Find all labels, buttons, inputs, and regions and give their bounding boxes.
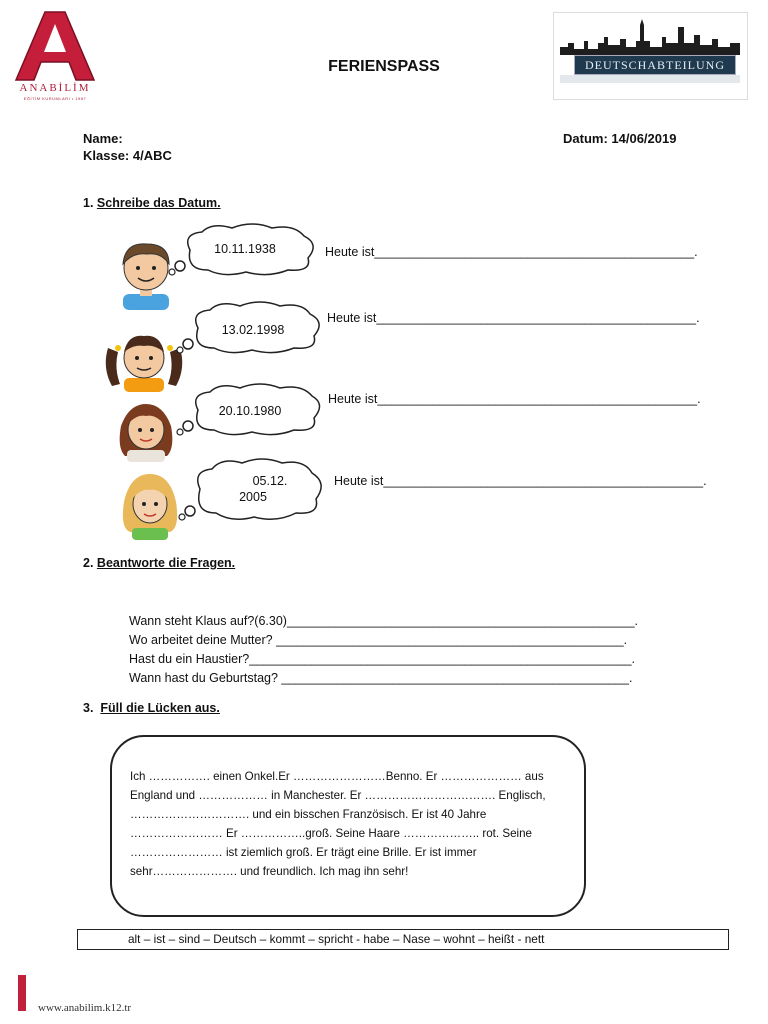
section1-heading xyxy=(83,196,221,210)
answer-line-3[interactable]: Heute ist______________________________________________. xyxy=(328,392,701,406)
answer-line-4[interactable]: Heute ist______________________________________________. xyxy=(334,474,707,488)
answer-line-1[interactable]: Heute ist______________________________________________. xyxy=(325,245,698,259)
deutschabteilung-banner: DEUTSCHABTEILUNG xyxy=(574,55,736,75)
word-bank-text: alt – ist – sind – Deutsch – kommt – spricht - habe – Nase – wohnt – heißt - nett xyxy=(128,932,545,946)
section2-title: Beantworte die Fragen. xyxy=(96,556,236,570)
question-1[interactable]: Wann steht Klaus auf?(6.30)__________________________________________________. xyxy=(129,614,639,628)
logo-brand-text: ANABİLİM xyxy=(19,82,91,94)
date-2: 13.02.1998 xyxy=(221,323,285,337)
logo-tagline: EĞİTİM KURUMLARI • 1987 xyxy=(23,96,87,101)
section1-title: Schreibe das Datum. xyxy=(96,196,221,210)
speech-bubble xyxy=(110,735,586,917)
question-4[interactable]: Wann hast du Geburtstag? __________________________________________________. xyxy=(129,671,633,685)
date-3: 20.10.1980 xyxy=(218,404,282,418)
class-label: Klasse: 4/ABC xyxy=(83,148,172,163)
deutschabteilung-logo xyxy=(553,12,748,100)
question-2[interactable]: Wo arbeitet deine Mutter? __________________________________________________. xyxy=(129,633,628,647)
girl-pigtails-avatar-icon xyxy=(104,328,184,392)
section2-heading xyxy=(83,556,235,570)
cloze-text[interactable]: Ich ……………. einen Onkel.Er ……………………Benno. Er ………………… aus England und ……………… in Manchester. Er ……………………………. Englisch, …………………………. und ein bisschen Französisch. Er ist 40 Jahre …………………… Er ……………..groß. Seine Haare ……………….. rot. Seine …………………… ist ziemlich groß. Er trägt eine Brille. Er ist immer sehr…………………. und freundlich. Ich mag ihn sehr! xyxy=(130,770,546,878)
section3-number: 3. xyxy=(83,701,94,715)
name-label: Name: xyxy=(83,131,123,146)
date-label: Datum: 14/06/2019 xyxy=(563,131,677,146)
section3-heading xyxy=(83,701,220,715)
date-1: 10.11.1938 xyxy=(214,242,276,256)
page-title: FERIENSPASS xyxy=(328,58,440,75)
section2-number: 2. xyxy=(83,556,94,570)
girl-brown-hair-avatar-icon xyxy=(113,400,179,462)
girl-blonde-avatar-icon xyxy=(120,472,180,540)
answer-line-2[interactable]: Heute ist______________________________________________. xyxy=(327,311,700,325)
date-4-line2: 2005 xyxy=(239,490,267,504)
footer-accent-bar xyxy=(18,975,26,1011)
section3-title: Füll die Lücken aus. xyxy=(100,701,220,715)
word-bank xyxy=(77,929,729,950)
date-4-line1: 05.12. xyxy=(252,474,288,488)
footer-url[interactable]: www.anabilim.k12.tr xyxy=(38,1002,132,1014)
section1-number: 1. xyxy=(83,196,94,210)
question-3[interactable]: Hast du ein Haustier?_______________________________________________________. xyxy=(129,652,636,666)
